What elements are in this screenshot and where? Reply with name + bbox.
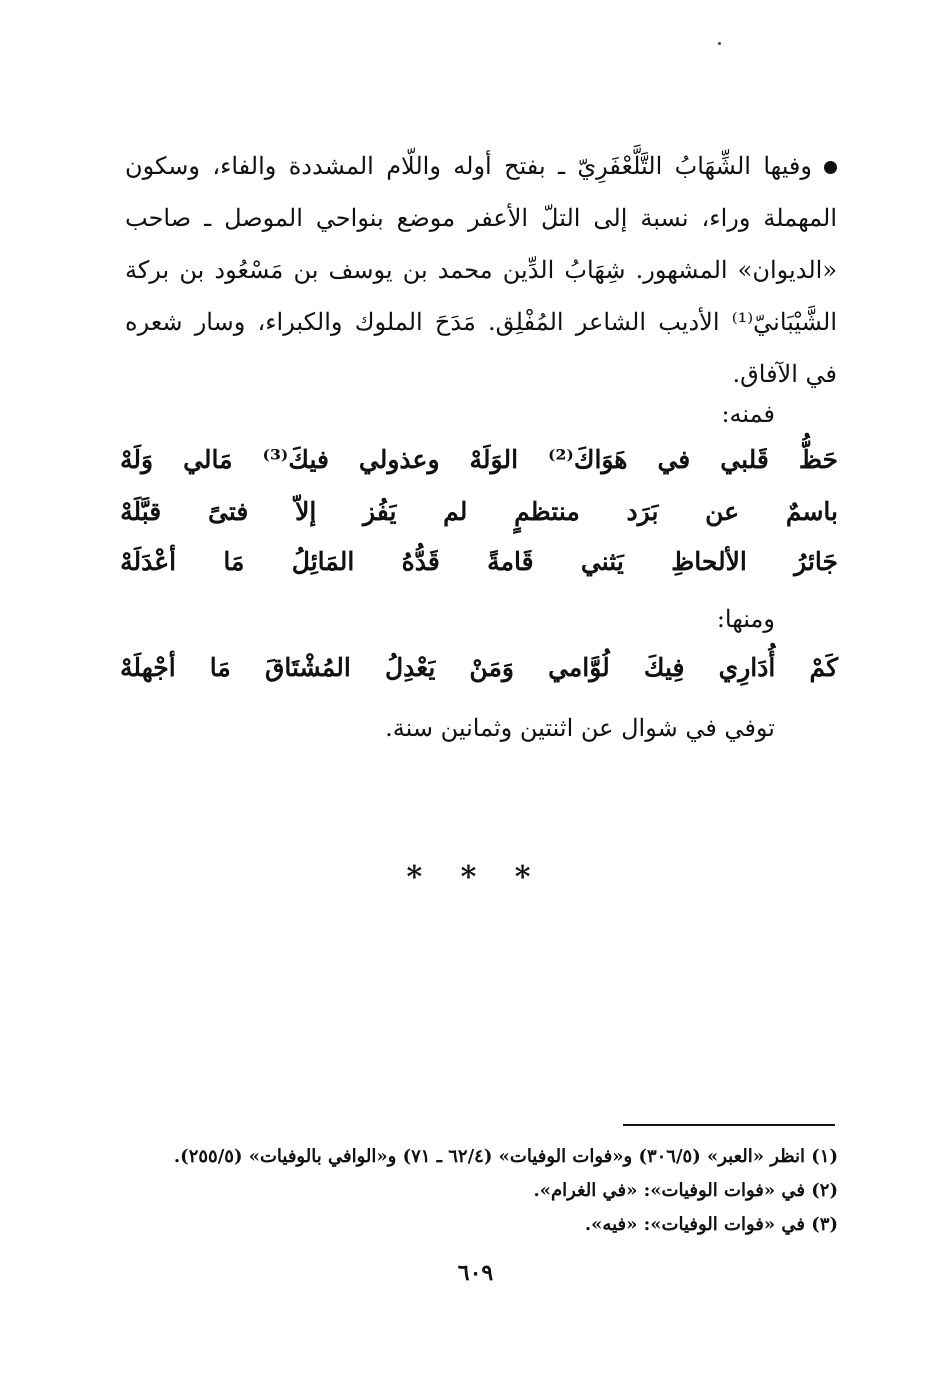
verse-word: يَعْدِلُ <box>384 653 436 682</box>
verse-word: عن <box>705 497 740 526</box>
verse-line <box>120 492 838 532</box>
verse-word: قَامةً <box>487 547 534 576</box>
page-number: ٦٠٩ <box>457 1260 494 1286</box>
verse-word: قَلبي <box>720 445 769 474</box>
footnote-3: (٣) في «فوات الوفيات»: «فيه». <box>584 1214 838 1235</box>
verse-word: لُوَّامي <box>548 653 610 682</box>
main-paragraph-text: وفيها الشِّهَابُ التَّلَّعْفَرِيّ ـ بفتح أوله واللّام المشددة والفاء، وسكون المهملة وراء، نسبة إلى التلّ الأعفر موضع بنواحي الموصل ـ صاحب «الديوان» المشهور. شِهَابُ الدِّين محمد بن يوسف بن مَسْعُود بن بركة الشَّيْبَانيّ⁽¹⁾ الأديب الشاعر المُفْلِق. مَدَحَ الملوك والكبراء، وسار شعره في الآفاق. <box>125 152 837 388</box>
death-line: توفي في شوال عن اثنتين وثمانين سنة. <box>385 714 775 742</box>
verse-word: يَفُز <box>363 497 397 526</box>
verse-word: الوَلَهْ <box>469 445 519 474</box>
verse-line <box>120 440 838 480</box>
verse-word: لم <box>443 497 468 526</box>
footnote-2: (٢) في «فوات الوفيات»: «في الغرام». <box>533 1180 838 1201</box>
footnote-1: (١) انظر «العبر» (٣٠٦/٥) و«فوات الوفيات» (٦٢/٤ ـ ٧١) و«الوافي بالوفيات» (٢٥٥/٥). <box>173 1146 838 1167</box>
verse-word: أُدَارِي <box>718 653 776 682</box>
verse-word: بَرَد <box>626 497 659 526</box>
verse-line <box>120 542 838 582</box>
verse-word: باسمٌ <box>785 497 838 526</box>
label-second: ومنها: <box>716 605 775 633</box>
verse-word: أجْهلَهْ <box>120 653 176 682</box>
section-separator: * * * <box>406 860 545 895</box>
verse-word: فتىً <box>207 497 249 526</box>
bullet-icon <box>824 161 837 174</box>
verse-word: وَمَنْ <box>469 653 514 682</box>
verse-word: الألحاظِ <box>671 547 747 576</box>
verse-word: في <box>657 445 691 474</box>
main-paragraph <box>125 140 837 400</box>
verse-word: قبَّلَهْ <box>120 497 162 526</box>
footnotes <box>120 1140 838 1242</box>
verse-word: مَا <box>209 653 231 682</box>
verse-word: جَائرُ <box>794 547 838 576</box>
label-first: فمنه: <box>721 400 775 428</box>
verse-word: فِيكَ <box>643 653 685 682</box>
verse-word: مَالي <box>183 445 233 474</box>
verse-word: كَمْ <box>809 653 838 682</box>
verse-word: أعْدَلَهْ <box>120 547 177 576</box>
verse-word: قَدُّهُ <box>401 547 440 576</box>
footnote-rule <box>623 1124 835 1126</box>
verse-word: فيكَ⁽³⁾ <box>262 445 329 474</box>
verse-line <box>120 648 838 688</box>
verse-word: مَا <box>223 547 245 576</box>
verse-word: حَظُّ <box>798 445 838 474</box>
speck <box>718 42 721 45</box>
verse-word: وعذولي <box>358 445 440 474</box>
verse-word: المَائِلُ <box>291 547 355 576</box>
verse-word: المُشْتَاقَ <box>264 653 351 682</box>
verse-word: منتظمٍ <box>514 497 580 526</box>
verse-word: وَلَهْ <box>120 445 154 474</box>
verse-word: إلاّ <box>295 497 317 526</box>
verse-word: يَثني <box>580 547 624 576</box>
verse-word: هَوَاكَ⁽²⁾ <box>547 445 628 474</box>
